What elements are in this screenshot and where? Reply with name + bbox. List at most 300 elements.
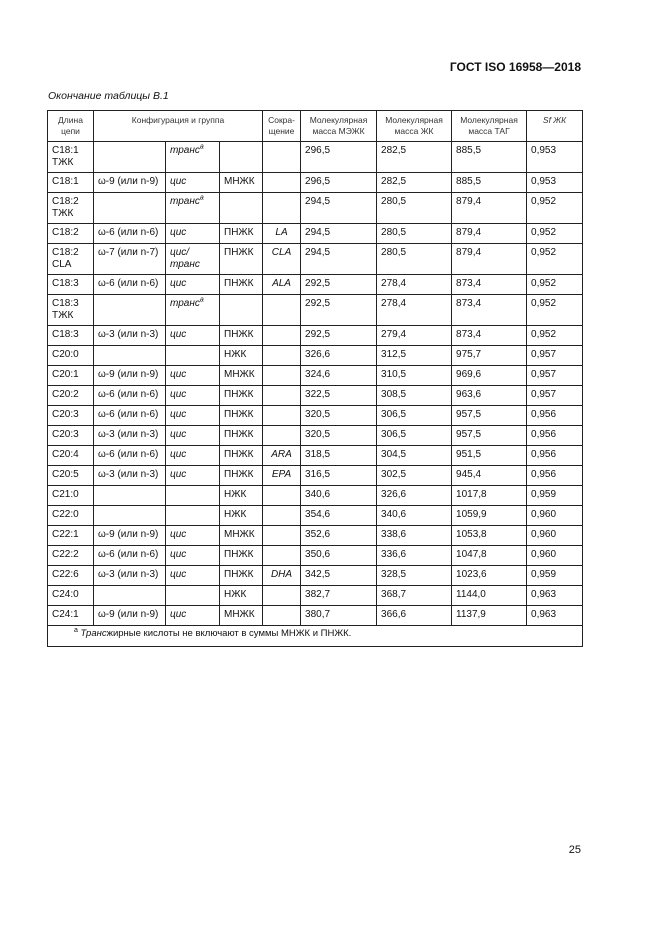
cell-abbreviation <box>263 406 301 426</box>
cell-sf-text: 0,960 <box>531 549 557 560</box>
table-header-row <box>48 111 583 142</box>
cell-configuration <box>166 173 220 193</box>
cell-length-text: C22:0 <box>52 509 79 520</box>
cell-mass-fa <box>377 486 452 506</box>
cell-sf <box>527 193 583 224</box>
cell-mass-fa <box>377 406 452 426</box>
cell-mass-fame-text: 294,5 <box>305 227 331 238</box>
cell-mass-fa <box>377 295 452 326</box>
cell-sf <box>527 486 583 506</box>
cell-length <box>48 275 94 295</box>
cell-abbreviation <box>263 295 301 326</box>
fatty-acid-table <box>47 110 583 647</box>
table-row <box>48 224 583 244</box>
cell-mass-fa-text: 304,5 <box>381 449 407 460</box>
cell-abbreviation-text: EPA <box>271 469 292 480</box>
cell-group-text: ПНЖК <box>224 449 254 460</box>
cell-omega <box>94 173 166 193</box>
table-row <box>48 406 583 426</box>
cell-omega <box>94 406 166 426</box>
cell-group-text: ПНЖК <box>224 429 254 440</box>
col-header-sf: Sf ЖК <box>527 111 583 142</box>
cell-mass-fame <box>301 606 377 626</box>
cell-configuration-text: цис/ транс <box>170 247 200 270</box>
cell-mass-tag <box>452 346 527 366</box>
cell-mass-fame <box>301 346 377 366</box>
cell-mass-fa <box>377 173 452 193</box>
cell-length <box>48 546 94 566</box>
cell-sf <box>527 366 583 386</box>
cell-mass-tag <box>452 275 527 295</box>
cell-sf-text: 0,959 <box>531 569 557 580</box>
cell-length <box>48 295 94 326</box>
cell-length-text: C20:0 <box>52 349 79 360</box>
cell-mass-tag-text: 945,4 <box>456 469 482 480</box>
cell-mass-fame <box>301 426 377 446</box>
cell-configuration-text: цис <box>170 469 187 480</box>
cell-length <box>48 486 94 506</box>
cell-sf-text: 0,952 <box>531 278 557 289</box>
cell-sf <box>527 566 583 586</box>
cell-configuration <box>166 224 220 244</box>
cell-mass-fa-text: 306,5 <box>381 429 407 440</box>
cell-length <box>48 346 94 366</box>
cell-group <box>220 244 263 275</box>
col-header-mass-fame: Молекулярная масса МЭЖК <box>301 111 377 142</box>
cell-mass-fame-text: 292,5 <box>305 298 331 309</box>
cell-mass-tag <box>452 466 527 486</box>
cell-length-text: C24:1 <box>52 609 79 620</box>
cell-configuration <box>166 546 220 566</box>
cell-abbreviation <box>263 426 301 446</box>
cell-mass-fa-text: 326,6 <box>381 489 407 500</box>
cell-group <box>220 586 263 606</box>
cell-length <box>48 566 94 586</box>
cell-mass-fame-text: 380,7 <box>305 609 331 620</box>
cell-configuration <box>166 275 220 295</box>
cell-group <box>220 295 263 326</box>
table-row <box>48 173 583 193</box>
table-row <box>48 366 583 386</box>
cell-sf <box>527 275 583 295</box>
cell-group <box>220 606 263 626</box>
cell-sf-text: 0,952 <box>531 196 557 207</box>
cell-mass-fa-text: 279,4 <box>381 329 407 340</box>
cell-mass-tag-text: 951,5 <box>456 449 482 460</box>
cell-omega-text: ω-3 (или n-3) <box>98 329 159 340</box>
table-row <box>48 466 583 486</box>
cell-mass-fa-text: 366,6 <box>381 609 407 620</box>
cell-abbreviation <box>263 244 301 275</box>
cell-length-text: C20:1 <box>52 369 79 380</box>
cell-configuration-text: цис <box>170 389 187 400</box>
cell-mass-fa <box>377 466 452 486</box>
cell-mass-tag <box>452 386 527 406</box>
cell-group-text: ПНЖК <box>224 569 254 580</box>
col-header-mass-tag: Молекулярная масса ТАГ <box>452 111 527 142</box>
cell-configuration <box>166 586 220 606</box>
cell-mass-fame <box>301 546 377 566</box>
cell-length <box>48 173 94 193</box>
cell-mass-tag-text: 963,6 <box>456 389 482 400</box>
cell-omega <box>94 506 166 526</box>
cell-sf-text: 0,953 <box>531 145 557 156</box>
cell-mass-fa-text: 328,5 <box>381 569 407 580</box>
cell-mass-fame <box>301 586 377 606</box>
cell-mass-fa <box>377 566 452 586</box>
footnote <box>48 626 583 647</box>
cell-sf-text: 0,956 <box>531 449 557 460</box>
cell-omega <box>94 295 166 326</box>
cell-mass-fa <box>377 446 452 466</box>
cell-mass-fame-text: 292,5 <box>305 329 331 340</box>
table-row <box>48 275 583 295</box>
cell-abbreviation <box>263 446 301 466</box>
cell-length-text: C22:1 <box>52 529 79 540</box>
cell-configuration <box>166 142 220 173</box>
cell-mass-tag-text: 873,4 <box>456 298 482 309</box>
cell-mass-fa-text: 278,4 <box>381 278 407 289</box>
cell-mass-tag <box>452 606 527 626</box>
cell-configuration-text: цис <box>170 429 187 440</box>
cell-mass-fame <box>301 142 377 173</box>
cell-configuration-text: цис <box>170 609 187 620</box>
cell-mass-fame-text: 340,6 <box>305 489 331 500</box>
cell-mass-fa <box>377 326 452 346</box>
cell-abbreviation <box>263 275 301 295</box>
cell-length <box>48 326 94 346</box>
cell-sf-text: 0,952 <box>531 298 557 309</box>
cell-configuration-text: цис <box>170 278 187 289</box>
cell-mass-fa <box>377 526 452 546</box>
cell-group-text: ПНЖК <box>224 549 254 560</box>
cell-configuration <box>166 366 220 386</box>
cell-group <box>220 142 263 173</box>
cell-omega-text: ω-3 (или n-3) <box>98 469 159 480</box>
cell-mass-fa <box>377 426 452 446</box>
cell-mass-tag-text: 969,6 <box>456 369 482 380</box>
cell-configuration-text: цис <box>170 549 187 560</box>
cell-mass-tag <box>452 406 527 426</box>
cell-sf-text: 0,952 <box>531 227 557 238</box>
cell-mass-fa <box>377 193 452 224</box>
cell-group-text: НЖК <box>224 509 247 520</box>
table-row <box>48 606 583 626</box>
cell-mass-tag-text: 879,4 <box>456 227 482 238</box>
cell-group-text: ПНЖК <box>224 329 254 340</box>
cell-abbreviation <box>263 486 301 506</box>
cell-mass-fame <box>301 526 377 546</box>
col-header-mass-fa: Молекулярная масса ЖК <box>377 111 452 142</box>
cell-abbreviation <box>263 506 301 526</box>
cell-mass-fame-text: 326,6 <box>305 349 331 360</box>
cell-mass-fa-text: 340,6 <box>381 509 407 520</box>
cell-mass-fame-text: 352,6 <box>305 529 331 540</box>
cell-mass-fame-text: 354,6 <box>305 509 331 520</box>
table-row <box>48 295 583 326</box>
cell-mass-fame-text: 324,6 <box>305 369 331 380</box>
cell-mass-fame <box>301 386 377 406</box>
cell-mass-fa-text: 368,7 <box>381 589 407 600</box>
cell-mass-tag <box>452 506 527 526</box>
cell-mass-fame <box>301 466 377 486</box>
cell-length <box>48 506 94 526</box>
cell-omega-text: ω-6 (или n-6) <box>98 449 159 460</box>
cell-mass-fame <box>301 446 377 466</box>
cell-abbreviation-text: DHA <box>270 569 293 580</box>
cell-length <box>48 586 94 606</box>
cell-sf <box>527 326 583 346</box>
cell-abbreviation <box>263 173 301 193</box>
cell-omega <box>94 326 166 346</box>
cell-sf-text: 0,953 <box>531 176 557 187</box>
cell-configuration <box>166 606 220 626</box>
table-row <box>48 586 583 606</box>
cell-group-text: ПНЖК <box>224 278 254 289</box>
cell-sf-text: 0,952 <box>531 247 557 258</box>
cell-omega-text: ω-6 (или n-6) <box>98 389 159 400</box>
cell-mass-tag-text: 873,4 <box>456 278 482 289</box>
cell-mass-fame <box>301 193 377 224</box>
cell-group <box>220 546 263 566</box>
cell-sf-text: 0,956 <box>531 429 557 440</box>
cell-mass-fame <box>301 486 377 506</box>
cell-mass-fame <box>301 506 377 526</box>
cell-configuration-text: цис <box>170 329 187 340</box>
cell-mass-tag-text: 975,7 <box>456 349 482 360</box>
cell-sf-text: 0,956 <box>531 469 557 480</box>
cell-mass-fame-text: 292,5 <box>305 278 331 289</box>
cell-sf-text: 0,952 <box>531 329 557 340</box>
cell-group-text: МНЖК <box>224 176 255 187</box>
cell-mass-fa <box>377 366 452 386</box>
cell-mass-fa-text: 302,5 <box>381 469 407 480</box>
cell-mass-fa <box>377 142 452 173</box>
cell-mass-fame-text: 322,5 <box>305 389 331 400</box>
cell-abbreviation-text: ARA <box>271 449 292 460</box>
cell-configuration <box>166 526 220 546</box>
cell-mass-tag-text: 1047,8 <box>456 549 487 560</box>
cell-length-text: C22:2 <box>52 549 79 560</box>
cell-mass-fame-text: 342,5 <box>305 569 331 580</box>
cell-length <box>48 406 94 426</box>
cell-group <box>220 326 263 346</box>
cell-omega <box>94 275 166 295</box>
cell-omega-text: ω-6 (или n-6) <box>98 227 159 238</box>
cell-omega-text: ω-9 (или n-9) <box>98 609 159 620</box>
cell-configuration-text: цис <box>170 409 187 420</box>
cell-length <box>48 606 94 626</box>
cell-omega <box>94 224 166 244</box>
cell-omega <box>94 142 166 173</box>
cell-mass-fa <box>377 386 452 406</box>
cell-omega-text: ω-6 (или n-6) <box>98 549 159 560</box>
cell-mass-fa-text: 338,6 <box>381 529 407 540</box>
cell-mass-fa <box>377 224 452 244</box>
cell-length-text: C18:3 <box>52 278 79 289</box>
cell-omega <box>94 193 166 224</box>
cell-length <box>48 426 94 446</box>
cell-sf <box>527 406 583 426</box>
cell-mass-tag <box>452 566 527 586</box>
cell-configuration <box>166 295 220 326</box>
cell-configuration-text: цис <box>170 176 187 187</box>
cell-omega-text: ω-9 (или n-9) <box>98 369 159 380</box>
footnote-ref: a <box>199 296 204 304</box>
cell-sf-text: 0,956 <box>531 409 557 420</box>
cell-mass-fa-text: 280,5 <box>381 227 407 238</box>
cell-mass-fame <box>301 275 377 295</box>
cell-omega <box>94 486 166 506</box>
table-row <box>48 244 583 275</box>
cell-omega-text: ω-9 (или n-9) <box>98 176 159 187</box>
cell-length-text: C18:2 CLA <box>52 247 79 270</box>
cell-configuration-text: цис <box>170 227 187 238</box>
cell-configuration-text: цис <box>170 449 187 460</box>
cell-group <box>220 406 263 426</box>
cell-mass-fame <box>301 406 377 426</box>
cell-abbreviation <box>263 546 301 566</box>
cell-omega-text: ω-6 (или n-6) <box>98 409 159 420</box>
cell-mass-tag <box>452 173 527 193</box>
cell-mass-fame <box>301 326 377 346</box>
cell-length-text: C18:3 ТЖК <box>52 298 79 321</box>
cell-sf <box>527 526 583 546</box>
cell-group <box>220 366 263 386</box>
cell-configuration <box>166 244 220 275</box>
cell-configuration-text: цис <box>170 369 187 380</box>
cell-group <box>220 346 263 366</box>
cell-mass-tag-text: 1137,9 <box>456 609 486 620</box>
cell-configuration <box>166 466 220 486</box>
cell-omega-text: ω-3 (или n-3) <box>98 429 159 440</box>
cell-mass-tag-text: 885,5 <box>456 176 482 187</box>
cell-length <box>48 366 94 386</box>
cell-sf <box>527 606 583 626</box>
cell-mass-tag-text: 1023,6 <box>456 569 487 580</box>
cell-configuration-text: транс <box>170 196 200 207</box>
table-caption: Окончание таблицы В.1 <box>48 90 169 102</box>
cell-mass-tag-text: 957,5 <box>456 409 482 420</box>
cell-length-text: C18:3 <box>52 329 79 340</box>
cell-length <box>48 466 94 486</box>
cell-omega <box>94 466 166 486</box>
table-row <box>48 526 583 546</box>
cell-mass-tag-text: 879,4 <box>456 247 482 258</box>
cell-sf <box>527 546 583 566</box>
cell-mass-fame-text: 316,5 <box>305 469 331 480</box>
footnote-row <box>48 626 583 647</box>
cell-abbreviation <box>263 466 301 486</box>
cell-sf <box>527 506 583 526</box>
cell-mass-fa <box>377 586 452 606</box>
cell-sf-text: 0,957 <box>531 369 557 380</box>
cell-sf <box>527 446 583 466</box>
cell-mass-tag-text: 1144,0 <box>456 589 486 600</box>
page-number: 25 <box>568 844 581 856</box>
cell-abbreviation <box>263 606 301 626</box>
cell-group <box>220 566 263 586</box>
cell-configuration <box>166 506 220 526</box>
cell-mass-fame-text: 350,6 <box>305 549 331 560</box>
cell-mass-fa-text: 312,5 <box>381 349 407 360</box>
cell-mass-tag <box>452 526 527 546</box>
cell-group <box>220 386 263 406</box>
footnote-mark: a <box>74 626 78 634</box>
cell-mass-fa-text: 280,5 <box>381 247 407 258</box>
cell-length-text: C22:6 <box>52 569 79 580</box>
cell-length <box>48 142 94 173</box>
cell-group-text: ПНЖК <box>224 469 254 480</box>
cell-mass-tag <box>452 446 527 466</box>
col-header-length: Длина цепи <box>48 111 94 142</box>
table-row <box>48 566 583 586</box>
cell-omega <box>94 446 166 466</box>
cell-group-text: ПНЖК <box>224 389 254 400</box>
cell-mass-fame <box>301 224 377 244</box>
footnote-ref: a <box>199 143 204 151</box>
cell-mass-fame <box>301 173 377 193</box>
cell-mass-fa-text: 310,5 <box>381 369 407 380</box>
col-header-configuration: Конфигурация и группа <box>94 111 263 142</box>
cell-group <box>220 426 263 446</box>
table-row <box>48 506 583 526</box>
cell-abbreviation <box>263 346 301 366</box>
cell-mass-tag-text: 873,4 <box>456 329 482 340</box>
cell-sf <box>527 466 583 486</box>
cell-group <box>220 224 263 244</box>
cell-configuration <box>166 486 220 506</box>
cell-length-text: C18:2 ТЖК <box>52 196 79 219</box>
cell-abbreviation <box>263 193 301 224</box>
table-row <box>48 426 583 446</box>
cell-sf <box>527 386 583 406</box>
cell-mass-fa-text: 308,5 <box>381 389 407 400</box>
cell-sf <box>527 426 583 446</box>
cell-sf-text: 0,963 <box>531 589 557 600</box>
cell-omega <box>94 366 166 386</box>
cell-group-text: ПНЖК <box>224 409 254 420</box>
table-row <box>48 486 583 506</box>
cell-mass-tag-text: 957,5 <box>456 429 482 440</box>
cell-configuration <box>166 566 220 586</box>
cell-mass-tag <box>452 326 527 346</box>
cell-mass-fame <box>301 244 377 275</box>
cell-group-text: ПНЖК <box>224 247 254 258</box>
cell-group-text: МНЖК <box>224 529 255 540</box>
cell-mass-fa-text: 306,5 <box>381 409 407 420</box>
cell-mass-tag <box>452 193 527 224</box>
cell-group <box>220 506 263 526</box>
standard-designation: ГОСТ ISO 16958—2018 <box>449 60 581 74</box>
cell-sf <box>527 586 583 606</box>
cell-abbreviation <box>263 224 301 244</box>
table-row <box>48 193 583 224</box>
cell-mass-tag-text: 879,4 <box>456 196 482 207</box>
cell-configuration <box>166 193 220 224</box>
cell-sf-text: 0,957 <box>531 389 557 400</box>
cell-mass-fa <box>377 244 452 275</box>
cell-mass-fame <box>301 295 377 326</box>
cell-sf-text: 0,959 <box>531 489 557 500</box>
cell-group-text: НЖК <box>224 349 247 360</box>
cell-mass-fame-text: 320,5 <box>305 429 331 440</box>
cell-abbreviation <box>263 566 301 586</box>
cell-group <box>220 526 263 546</box>
cell-length-text: C20:3 <box>52 409 79 420</box>
cell-mass-tag <box>452 586 527 606</box>
cell-configuration <box>166 406 220 426</box>
